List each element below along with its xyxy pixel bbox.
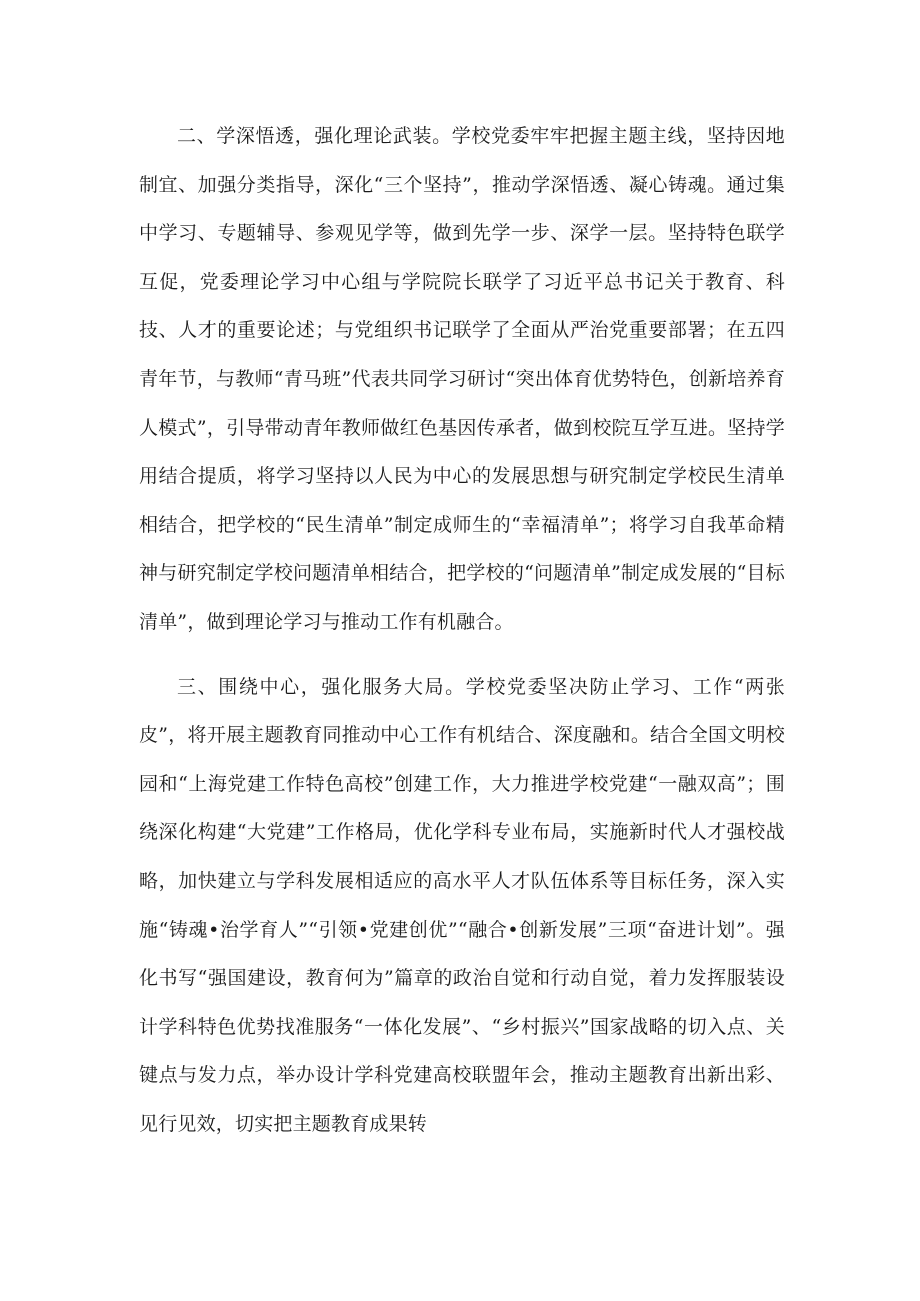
paragraph-section-two: 二、学深悟透，强化理论武装。学校党委牢牢把握主题主线，坚持因地制宜、加强分类指导，深化“三个坚持”，推动学深悟透、凝心铸魂。通过集中学习、专题辅导、参观见学等，做到先学一步、深学一层。坚持特色联学互促，党委理论学习中心组与学院院长联学了习近平总书记关于教育、科技、人才的重要论述；与党组织书记联学了全面从严治党重要部署；在五四青年节，与教师“青马班”代表共同学习研讨“突出体育优势特色，创新培养育人模式”，引导带动青年教师做红色基因传承者，做到校院互学互进。坚持学用结合提质，将学习坚持以人民为中心的发展思想与研究制定学校民生清单相结合，把学校的“民生清单”制定成师生的“幸福清单”；将学习自我革命精神与研究制定学校问题清单相结合，把学校的“问题清单”制定成发展的“目标清单”，做到理论学习与推动工作有机融合。 xyxy=(139,125,785,633)
document-body xyxy=(139,112,785,1148)
paragraph-section-three: 三、围绕中心，强化服务大局。学校党委坚决防止学习、工作“两张皮”，将开展主题教育同推动中心工作有机结合、深度融和。结合全国文明校园和“上海党建工作特色高校”创建工作，大力推进学校党建“一融双高”；围绕深化构建“大党建”工作格局，优化学科专业布局，实施新时代人才强校战略，加快建立与学科发展相适应的高水平人才队伍体系等目标任务，深入实施“铸魂•治学育人”“引领•党建创优”“融合•创新发展”三项“奋进计划”。强化书写“强国建设，教育何为”篇章的政治自觉和行动自觉，着力发挥服装设计学科特色优势找准服务“一体化发展”、“乡村振兴”国家战略的切入点、关键点与发力点，举办设计学科党建高校联盟年会，推动主题教育出新出彩、见行见效，切实把主题教育成果转 xyxy=(139,675,785,1135)
